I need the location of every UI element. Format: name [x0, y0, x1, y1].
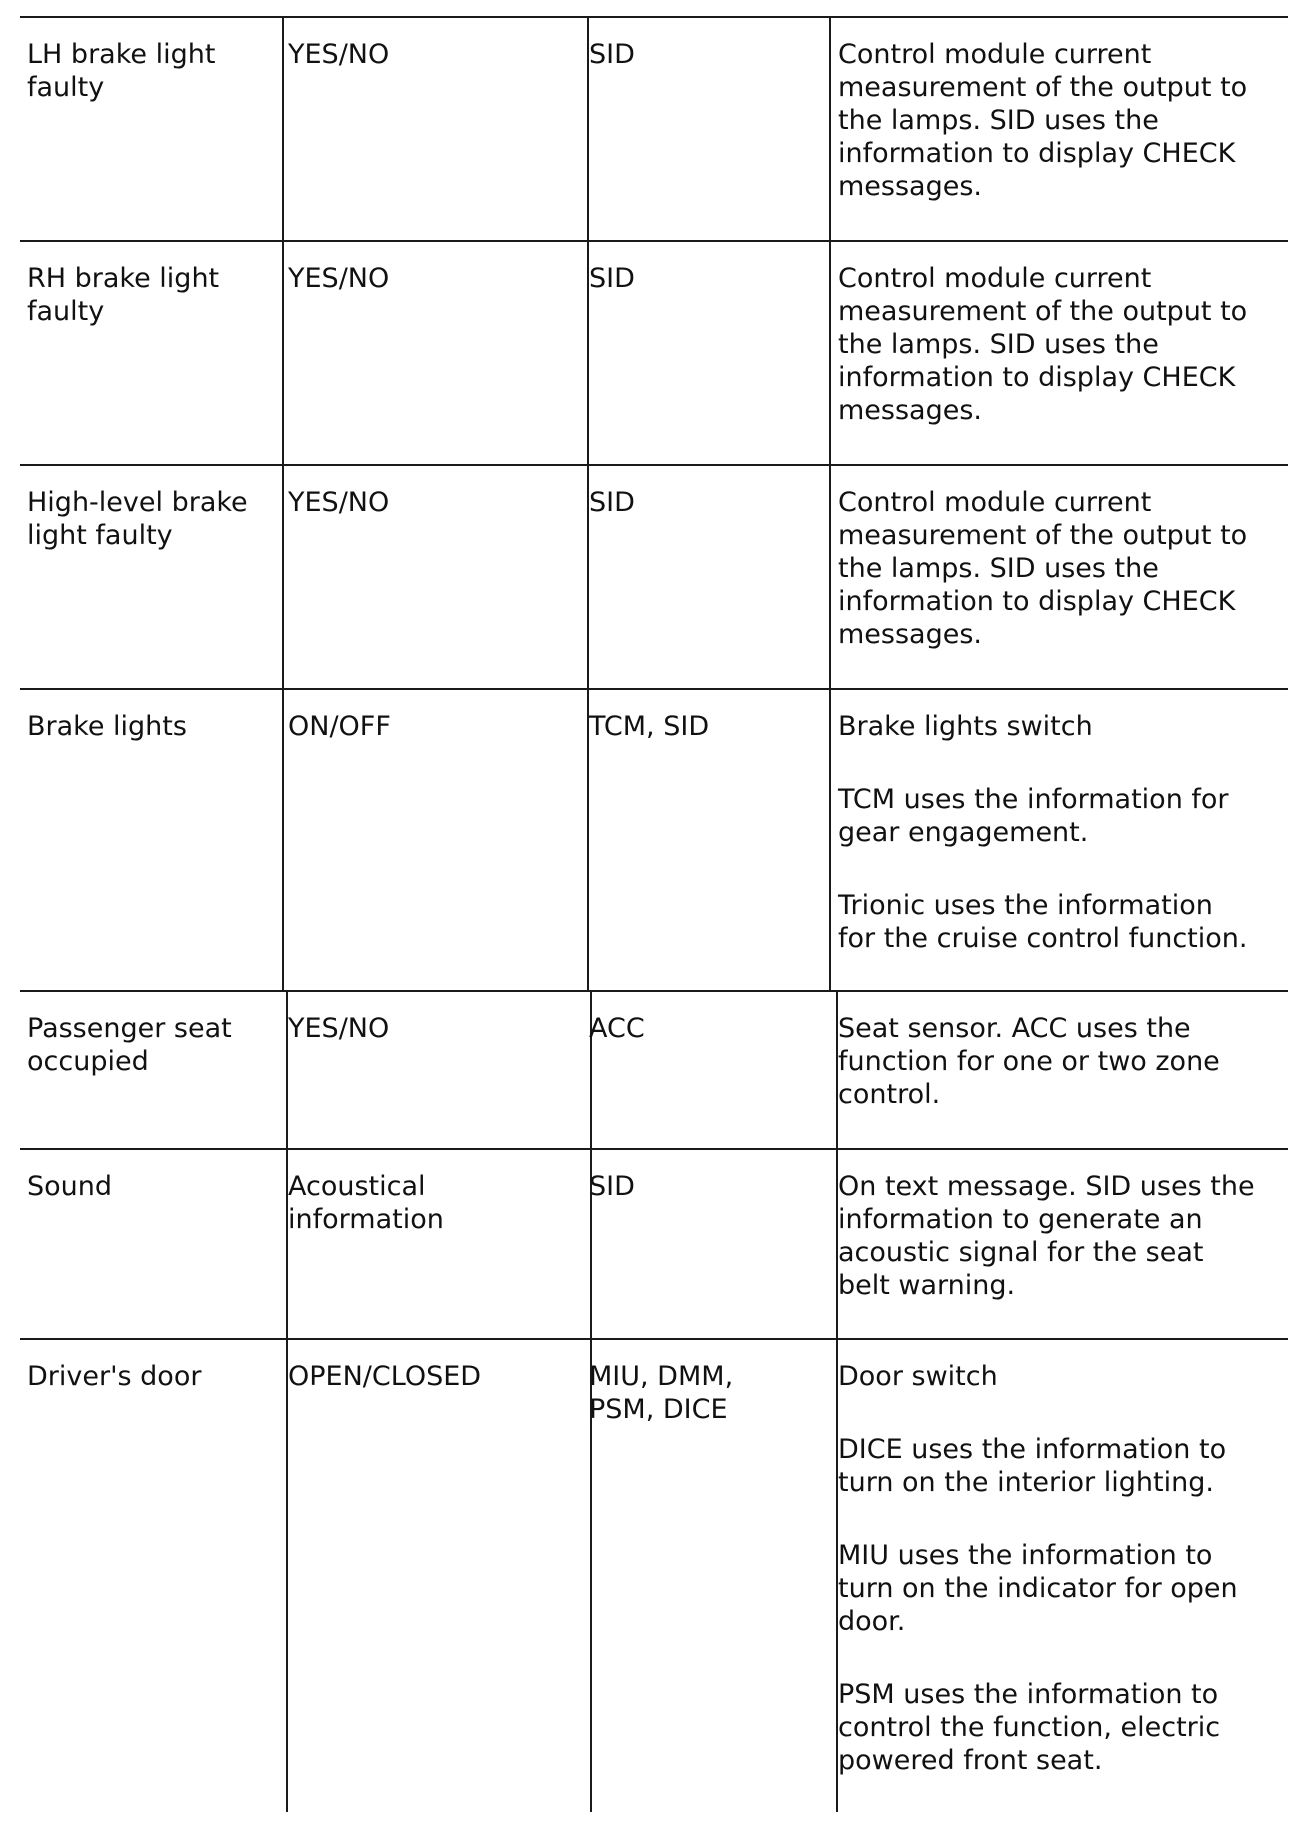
signal-cell	[27, 1170, 112, 1203]
column-divider	[286, 990, 288, 1812]
text-line: messages.	[838, 171, 982, 202]
value-cell	[288, 38, 389, 71]
text-line: SID	[589, 487, 635, 518]
description-cell	[838, 486, 1247, 651]
column-divider	[829, 16, 831, 990]
text-line: control the function, electric	[838, 1712, 1221, 1743]
description-paragraph	[838, 38, 1247, 203]
column-divider	[282, 16, 284, 990]
text-line: SID	[589, 263, 635, 294]
description-cell	[838, 1170, 1255, 1302]
description-cell	[838, 1360, 1238, 1777]
signal-cell	[27, 710, 187, 743]
text-line: function for one or two zone	[838, 1046, 1220, 1077]
text-line: messages.	[838, 619, 982, 650]
description-paragraph	[838, 1539, 1238, 1638]
text-line: control.	[838, 1079, 941, 1110]
text-line: powered front seat.	[838, 1745, 1103, 1776]
signal-cell	[27, 38, 215, 104]
text-line: ON/OFF	[288, 711, 391, 742]
description-paragraph	[838, 889, 1247, 955]
row-divider	[20, 240, 1288, 242]
text-line: faulty	[27, 72, 105, 103]
row-divider	[20, 688, 1288, 690]
receivers-cell	[589, 1360, 733, 1426]
signal-cell	[27, 1012, 232, 1078]
value-cell	[288, 486, 389, 519]
text-line: Door switch	[838, 1361, 998, 1392]
text-line: On text message. SID uses the	[838, 1171, 1255, 1202]
text-line: Seat sensor. ACC uses the	[838, 1013, 1191, 1044]
receivers-cell	[589, 486, 635, 519]
text-line: measurement of the output to	[838, 296, 1248, 327]
value-cell	[288, 1012, 389, 1045]
text-line: LH brake light	[27, 39, 216, 70]
text-line: RH brake light	[27, 263, 220, 294]
description-cell	[838, 710, 1247, 955]
value-cell	[288, 262, 389, 295]
description-paragraph	[838, 1360, 1238, 1393]
text-line: ACC	[589, 1013, 645, 1044]
text-line: YES/NO	[288, 263, 390, 294]
text-line: gear engagement.	[838, 817, 1089, 848]
text-line: information to display CHECK	[838, 586, 1236, 617]
description-paragraph	[838, 1170, 1255, 1302]
receivers-cell	[589, 262, 635, 295]
text-line: Brake lights	[27, 711, 187, 742]
text-line: PSM uses the information to	[838, 1679, 1219, 1710]
text-line: SID	[589, 1171, 635, 1202]
signal-cell	[27, 1360, 201, 1393]
text-line: door.	[838, 1606, 906, 1637]
description-paragraph	[838, 1012, 1220, 1111]
value-cell	[288, 1170, 444, 1236]
row-divider	[20, 1148, 1288, 1150]
description-cell	[838, 262, 1247, 427]
signal-cell	[27, 486, 248, 552]
text-line: information to display CHECK	[838, 138, 1236, 169]
text-line: acoustic signal for the seat	[838, 1237, 1204, 1268]
text-line: SID	[589, 39, 635, 70]
text-line: Control module current	[838, 263, 1152, 294]
text-line: occupied	[27, 1046, 149, 1077]
description-paragraph	[838, 710, 1247, 743]
text-line: the lamps. SID uses the	[838, 329, 1159, 360]
text-line: measurement of the output to	[838, 520, 1248, 551]
signal-cell	[27, 262, 219, 328]
text-line: for the cruise control function.	[838, 923, 1248, 954]
text-line: information to generate an	[838, 1204, 1203, 1235]
text-line: YES/NO	[288, 487, 390, 518]
text-line: belt warning.	[838, 1270, 1016, 1301]
description-cell	[838, 1012, 1220, 1111]
description-paragraph	[838, 486, 1247, 651]
text-line: Passenger seat	[27, 1013, 232, 1044]
row-divider	[20, 464, 1288, 466]
text-line: High-level brake	[27, 487, 248, 518]
receivers-cell	[589, 710, 709, 743]
text-line: Brake lights switch	[838, 711, 1093, 742]
text-line: Sound	[27, 1171, 113, 1202]
text-line: faulty	[27, 296, 105, 327]
text-line: DICE uses the information to	[838, 1434, 1227, 1465]
text-line: TCM uses the information for	[838, 784, 1229, 815]
row-divider	[20, 990, 1288, 992]
text-line: the lamps. SID uses the	[838, 553, 1159, 584]
text-line: information	[288, 1204, 444, 1235]
description-paragraph	[838, 783, 1247, 849]
text-line: the lamps. SID uses the	[838, 105, 1159, 136]
value-cell	[288, 710, 391, 743]
description-paragraph	[838, 262, 1247, 427]
receivers-cell	[589, 38, 635, 71]
text-line: Trionic uses the information	[838, 890, 1213, 921]
text-line: messages.	[838, 395, 982, 426]
text-line: MIU uses the information to	[838, 1540, 1213, 1571]
text-line: YES/NO	[288, 1013, 390, 1044]
value-cell	[288, 1360, 481, 1393]
text-line: YES/NO	[288, 39, 390, 70]
row-divider	[20, 16, 1288, 18]
text-line: information to display CHECK	[838, 362, 1236, 393]
text-line: light faulty	[27, 520, 173, 551]
text-line: Acoustical	[288, 1171, 426, 1202]
text-line: Driver's door	[27, 1361, 202, 1392]
description-paragraph	[838, 1678, 1238, 1777]
receivers-cell	[589, 1012, 645, 1045]
text-line: MIU, DMM,	[589, 1361, 734, 1392]
description-paragraph	[838, 1433, 1238, 1499]
description-cell	[838, 38, 1247, 203]
text-line: PSM, DICE	[589, 1394, 728, 1425]
text-line: TCM, SID	[589, 711, 710, 742]
row-divider	[20, 1338, 1288, 1340]
text-line: measurement of the output to	[838, 72, 1248, 103]
text-line: Control module current	[838, 487, 1152, 518]
text-line: OPEN/CLOSED	[288, 1361, 482, 1392]
text-line: turn on the indicator for open	[838, 1573, 1238, 1604]
text-line: turn on the interior lighting.	[838, 1467, 1214, 1498]
text-line: Control module current	[838, 39, 1152, 70]
receivers-cell	[589, 1170, 635, 1203]
